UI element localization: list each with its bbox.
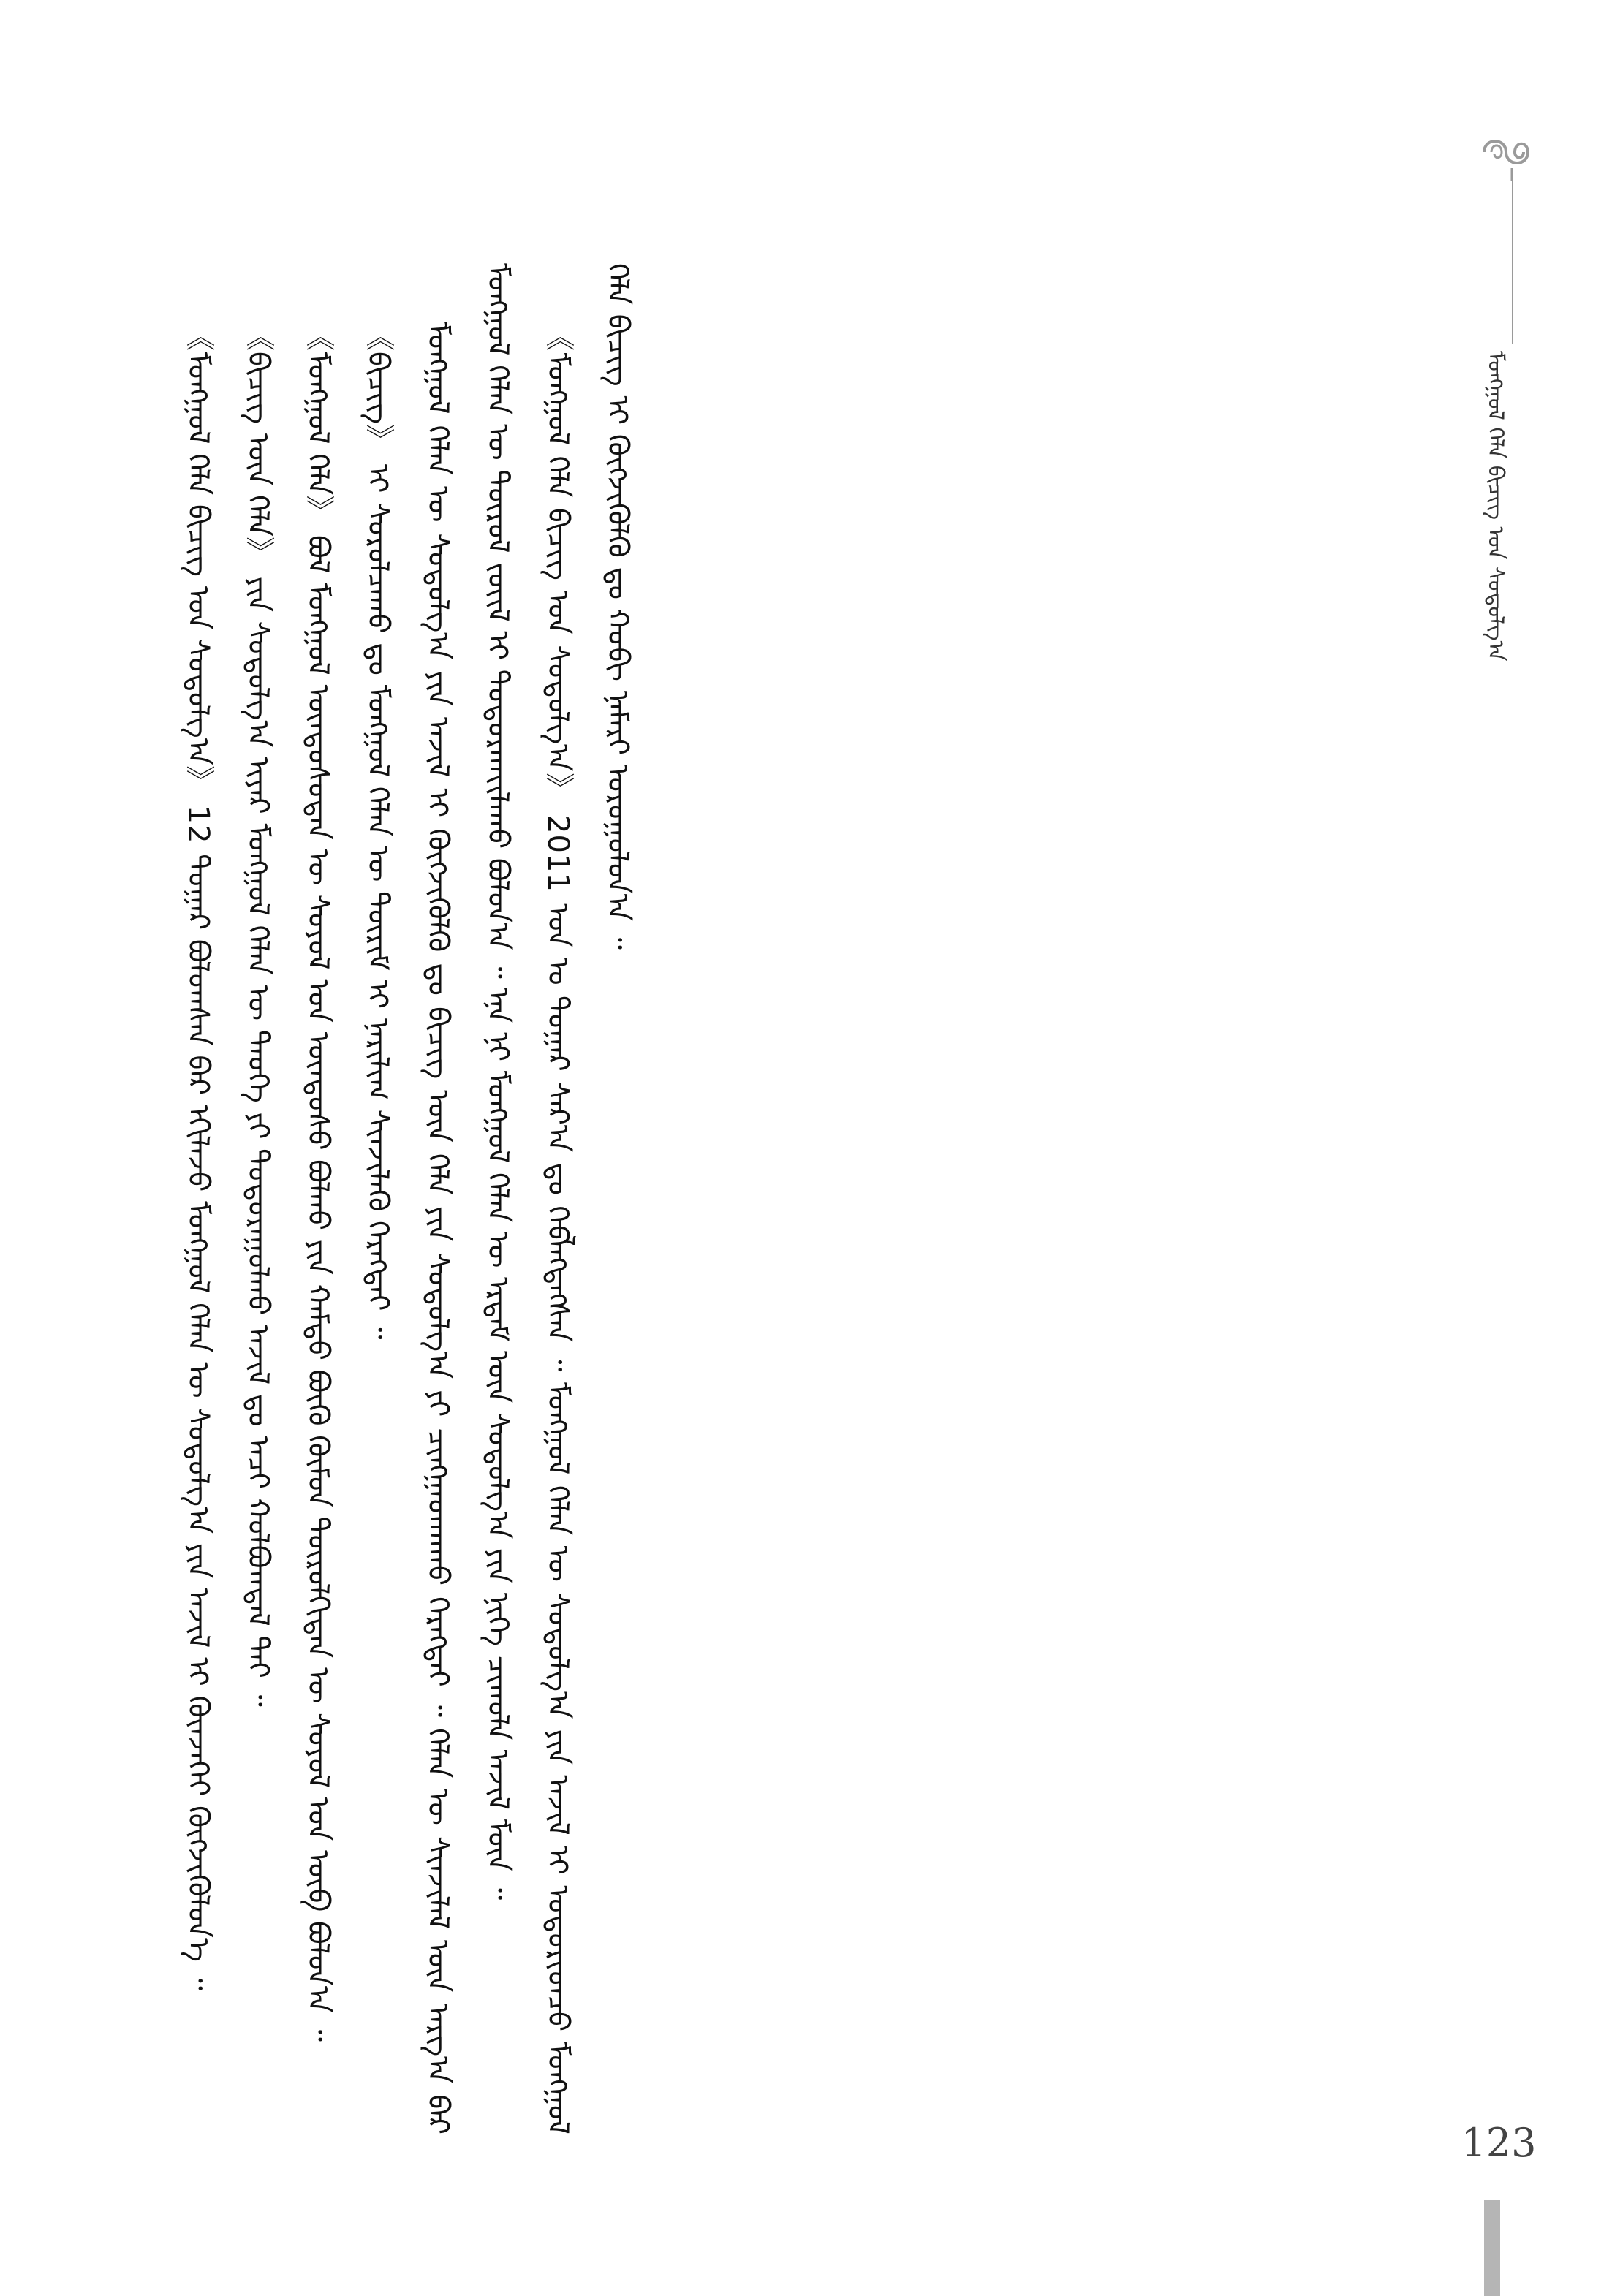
running-head: ᠮᠣᠩᠭᠣᠯ ᠬᠡᠯᠡ ᠪᠢᠴᠢᠭ᠌ ᠤᠨ ᠰᠤᠳᠤᠯᠭ᠎ᠠ xyxy=(1483,351,1508,662)
body-text xyxy=(168,263,1411,2134)
paragraph: 《ᠮᠣᠩᠭᠣᠯ ᠬᠡᠯᠡ ᠪᠢᠴᠢᠭ᠌ ᠤᠨ ᠰᠤᠳᠤᠯᠭ᠎ᠠ》 2011 ᠣᠨ ᠤ ᠳᠤᠭᠠᠷ ᠰᠠᠷ᠎ᠠ ᠳᠤ ᠬᠡᠪᠯᠡᠭᠳᠡᠭᠰᠡᠨ ᠃ ᠮᠣᠩᠭᠣᠯ ᠬᠡᠯᠡᠨ ᠦ ᠰᠤᠳᠤᠯᠭ᠎ᠠ ᠶᠢᠨ ᠠᠵᠢᠯ ᠢ ᠤᠳᠤᠷᠢᠳᠴᠤ ᠮᠣᠩᠭᠣᠯ ᠬᠡᠯᠡ ᠪᠢᠴᠢᠭ᠌ ᠢ ᠬᠥᠭᠵᠢᠭᠦᠯᠬᠦ ᠳᠤ ᠬᠤᠪᠢ ᠨᠡᠮᠡᠷᠢ ᠣᠷᠣᠭᠤᠯᠤᠨ᠎ᠠ ᠃ xyxy=(541,263,635,2134)
paragraph: 《ᠮᠣᠩᠭᠣᠯ ᠬᠡᠯᠡ ᠪᠢᠴᠢᠭ᠌ ᠤᠨ ᠰᠤᠳᠤᠯᠭ᠎ᠠ》 12 ᠳᠤᠭᠠᠷ ᠪᠣᠯᠤᠭᠰᠠᠨ ᠪᠡᠷ ᠡᠬᠢᠯᠡᠵᠦ ᠮᠣᠩᠭᠣᠯ ᠬᠡᠯᠡᠨ ᠦ ᠰᠤᠳᠤᠯᠭ᠎ᠠ ᠶᠢᠨ ᠠᠵᠢᠯ ᠢ ᠭᠦᠨᠵᠡᠭᠡᠢ ᠬᠥᠭᠵᠢᠭᠦᠯᠦᠨ᠎ᠡ ᠃ xyxy=(181,322,215,1990)
header-rule xyxy=(1512,175,1513,344)
paragraph: 《ᠪᠢᠴᠢᠭ᠌》 ᠢ ᠰᠤᠷᠤᠯᠴᠠᠬᠤ ᠳᠤ ᠮᠣᠩᠭᠣᠯ ᠬᠡᠯᠡᠨ ᠦ ᠳᠦᠷᠢᠮ ᠢ ᠨᠠᠷᠢᠯᠢᠭ ᠰᠢᠨᠵᠢᠯᠡᠬᠦ ᠬᠡᠷᠡᠭᠲᠡᠢ ᠃ xyxy=(361,322,395,1340)
flourish-ornament-icon xyxy=(1469,123,1543,181)
paragraph: ᠮᠣᠩᠭᠣᠯ ᠬᠡᠯᠡᠨ ᠦ ᠰᠤᠳᠤᠯᠭ᠎ᠠ ᠶᠢᠨ ᠠᠵᠢᠯ ᠢ ᠬᠥᠭᠵᠢᠭᠦᠯᠬᠦ ᠳᠤ ᠪᠢᠴᠢᠭ ᠦᠨ ᠬᠡᠯᠡ ᠶᠢᠨ ᠰᠤᠳᠤᠯᠭ᠎ᠠ ᠶᠢ ᠴᠢᠩᠭᠠᠳᠬᠠᠬᠤ ᠬᠡᠷᠡᠭᠲᠡᠢ ᠃ ᠬᠡᠯᠡᠨ ᠦ ᠰᠢᠨᠵᠢᠯᠡᠯ ᠦᠨ ᠠᠷᠭ᠎ᠠ ᠪᠠᠷ ᠮᠣᠩᠭᠣᠯ ᠬᠡᠯᠡᠨ ᠦ ᠲᠥᠷᠥᠯ ᠵᠦᠢᠯ ᠢ ᠲᠣᠳᠣᠷᠬᠠᠶ᠋ᠢᠯᠠᠬᠤ ᠪᠣᠯᠤᠨ᠎ᠠ ᠃ ᠡᠨᠡ ᠨᠢ ᠮᠣᠩᠭᠣᠯ ᠬᠡᠯᠡᠨ ᠦ ᠡᠷᠳᠡᠮ ᠦᠨ ᠰᠤᠳᠤᠯᠭ᠎ᠠ ᠶᠢᠨ ᠨᠢᠭᠡ ᠴᠢᠬᠤᠯᠠ ᠠᠵᠢᠯ ᠮᠥᠨ ᠃ xyxy=(421,263,515,2134)
side-tab-bar xyxy=(1484,2200,1500,2296)
paragraph: 《ᠪᠢᠴᠢᠭ ᠦᠨ ᠬᠡᠯᠡ》 ᠶᠢᠨ ᠰᠤᠳᠤᠯᠭ᠎ᠠ ᠢᠶᠠᠷ ᠮᠣᠩᠭᠣᠯ ᠬᠡᠯᠡᠨ ᠦ ᠲᠡᠦᠬᠡ ᠶᠢ ᠲᠣᠳᠣᠷᠠᠭᠤᠯᠬᠤ ᠠᠵᠢᠯ ᠳᠤ ᠠᠴᠢ ᠬᠣᠯᠪᠣᠭᠳᠠᠯ ᠲᠠᠢ ᠃ xyxy=(241,322,275,1707)
page-number: 123 xyxy=(1461,2120,1537,2166)
paragraph: 《ᠮᠣᠩᠭᠣᠯ ᠬᠡᠯᠡ》 ᠪᠣᠯ ᠮᠣᠩᠭᠣᠯ ᠦᠨᠳᠦᠰᠦᠲᠡᠨ ᠦ ᠰᠣᠶᠤᠯ ᠤᠨ ᠦᠨᠳᠦᠰᠦ ᠪᠣᠯᠬᠤ ᠶᠢᠨ ᠬᠠᠮᠲᠤ ᠪᠦᠬᠦ ᠬᠥᠮᠦᠨ ᠲᠥᠷᠥᠯᠬᠢᠲᠡᠨ ᠦ ᠰᠣᠶᠤᠯ ᠤᠨ ᠥᠪ ᠪᠣᠯᠤᠨ᠎ᠠ ᠃ xyxy=(301,322,335,2042)
